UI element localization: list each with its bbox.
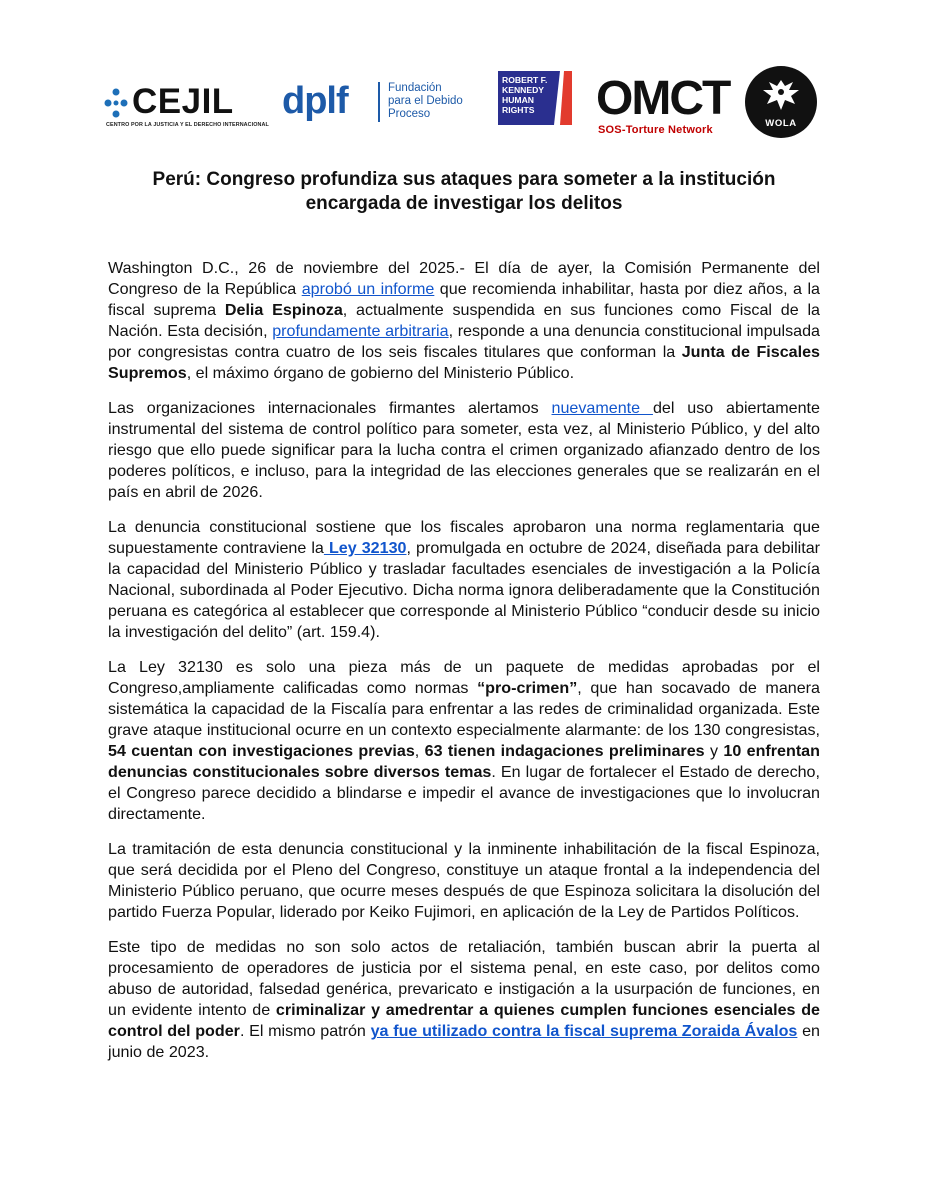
p1-bold: Junta de Fiscales Supremos	[108, 343, 820, 382]
link-aprobo-informe[interactable]: aprobó un informe	[301, 280, 435, 298]
dplf-divider	[378, 82, 380, 122]
link-ley-32130[interactable]: Ley 32130	[323, 539, 407, 557]
link-zoraida-avalos[interactable]: ya fue utilizado contra la fiscal suprema Zoraida Ávalos	[370, 1022, 798, 1040]
wola-wordmark: WOLA	[765, 118, 797, 129]
rfk-line-2: KENNEDY	[502, 85, 545, 95]
dplf-line-3: Proceso	[388, 108, 431, 120]
p4-bold: 10 enfrentan denuncias constitucionales sobre diversos temas	[108, 742, 820, 781]
cejil-wordmark: CEJIL	[132, 82, 234, 121]
p4-text: ,	[414, 742, 425, 760]
p4-text: y	[704, 742, 724, 760]
dplf-line-2: para el Debido	[388, 95, 463, 107]
p4-bold: “pro-crimen”	[477, 679, 578, 697]
paragraph-4	[108, 657, 820, 825]
paragraph-5	[108, 839, 820, 923]
omct-wordmark: OMCT	[596, 72, 730, 125]
p4-text: La Ley 32130 es solo una pieza más de un paquete de medidas aprobadas por el Congreso,ampliamente calificadas como normas	[108, 658, 820, 697]
p4-bold: 54 cuentan con investigaciones previas	[108, 742, 415, 760]
cejil-figure-icon	[104, 88, 128, 118]
p6-bold: criminalizar y amedrentar a quienes cumplen funciones esenciales de control del poder	[108, 1001, 820, 1040]
p3-text: , promulgada en octubre de 2024, diseñada para debilitar la capacidad del Ministerio Público y trasladar facultades esenciales de investigación a la Policía Nacional, subordinada al Poder Ejecutivo. Dicha norma ignora deliberadamente que la Constitución peruana es categórica al establecer que corresponde al Ministerio Público “conducir desde su inicio la investigación del delito” (art. 159.4).	[108, 539, 820, 641]
rfk-line-4: RIGHTS	[502, 105, 535, 115]
article-body	[108, 258, 820, 1077]
dplf-wordmark: dplf	[282, 80, 348, 122]
p5-text: La tramitación de esta denuncia constitucional y la inminente inhabilitación de la fiscal Espinoza, que será decidida por el Pleno del Congreso, constituye un ataque frontal a la independencia del Ministerio Público peruano, que ocurre meses después de que Espinoza solicitara la disolución del partido Fuerza Popular, liderado por Keiko Fujimori, en aplicación de la Ley de Partidos Políticos.	[108, 840, 820, 921]
p1-text: , responde a una denuncia constitucional impulsada por congresistas contra cuatro de los seis fiscales titulares que conforman la	[108, 322, 820, 361]
paragraph-2	[108, 398, 820, 503]
cejil-logo	[104, 80, 269, 134]
paragraph-1	[108, 258, 820, 384]
paragraph-6	[108, 937, 820, 1063]
rfk-human-rights-logo	[498, 71, 572, 125]
p2-text: Las organizaciones internacionales firmantes alertamos	[108, 399, 552, 417]
p1-text: Washington D.C., 26 de noviembre del 2025.- El día de ayer, la Comisión Permanente del Congreso de la República	[108, 259, 820, 298]
wola-logo	[745, 66, 817, 138]
p1-text: que recomienda inhabilitar, hasta por diez años, a la fiscal suprema	[108, 280, 821, 319]
rfk-stripe-icon	[554, 71, 572, 125]
p6-text: . El mismo patrón	[239, 1022, 371, 1040]
p1-text: , actualmente suspendida en sus funciones como Fiscal de la Nación. Esta decisión,	[108, 301, 820, 340]
link-nuevamente[interactable]: nuevamente	[551, 399, 653, 417]
wola-bird-icon	[759, 76, 803, 116]
cejil-tagline: CENTRO POR LA JUSTICIA Y EL DERECHO INTERNACIONAL	[106, 122, 269, 128]
p6-text: en junio de 2023.	[108, 1022, 821, 1061]
dplf-logo	[282, 74, 487, 128]
rfk-line-3: HUMAN	[502, 95, 534, 105]
link-profundamente-arbitraria[interactable]: profundamente arbitraria	[272, 322, 449, 340]
logo-bar	[0, 0, 928, 160]
p6-text: Este tipo de medidas no son solo actos de retaliación, también buscan abrir la puerta al procesamiento de operadores de justicia por el sistema penal, en este caso, por delitos como abuso de autoridad, falsedad genérica, prevaricato e instigación a la usurpación de funciones, en un evidente intento de	[108, 938, 820, 1019]
p4-text: , que han socavado de manera sistemática la capacidad de la Fiscalía para enfrentar a las redes de criminalidad organizada. Este grave ataque institucional ocurre en un contexto especialmente alarmante: de los 130 congresistas,	[108, 679, 820, 739]
rfk-line-1: ROBERT F.	[502, 75, 548, 85]
omct-tagline: SOS-Torture Network	[598, 124, 713, 136]
p1-bold: Delia Espinoza	[224, 301, 343, 319]
p2-text: del uso abiertamente instrumental del sistema de control político para someter, esta vez, al Ministerio Público, y del alto riesgo que ello puede significar para la lucha contra el crimen organizado afianzado dentro de los poderes políticos, e incluso, para la integridad de las elecciones generales que se realizarán en el país en abril de 2026.	[108, 399, 820, 501]
p1-text: , el máximo órgano de gobierno del Ministerio Público.	[186, 364, 575, 382]
page-title: Perú: Congreso profundiza sus ataques para someter a la institución encargada de investigar los delitos	[152, 169, 776, 214]
p3-text: La denuncia constitucional sostiene que los fiscales aprobaron una norma reglamentaria que supuestamente contraviene la	[108, 518, 820, 557]
omct-logo	[596, 72, 730, 140]
dplf-line-1: Fundación	[388, 82, 442, 94]
p4-text: . En lugar de fortalecer el Estado de derecho, el Congreso parece decidido a blindarse e impedir el avance de investigaciones que lo involucran directamente.	[108, 763, 820, 823]
p4-bold: 63 tienen indagaciones preliminares	[424, 742, 705, 760]
paragraph-3	[108, 517, 820, 643]
